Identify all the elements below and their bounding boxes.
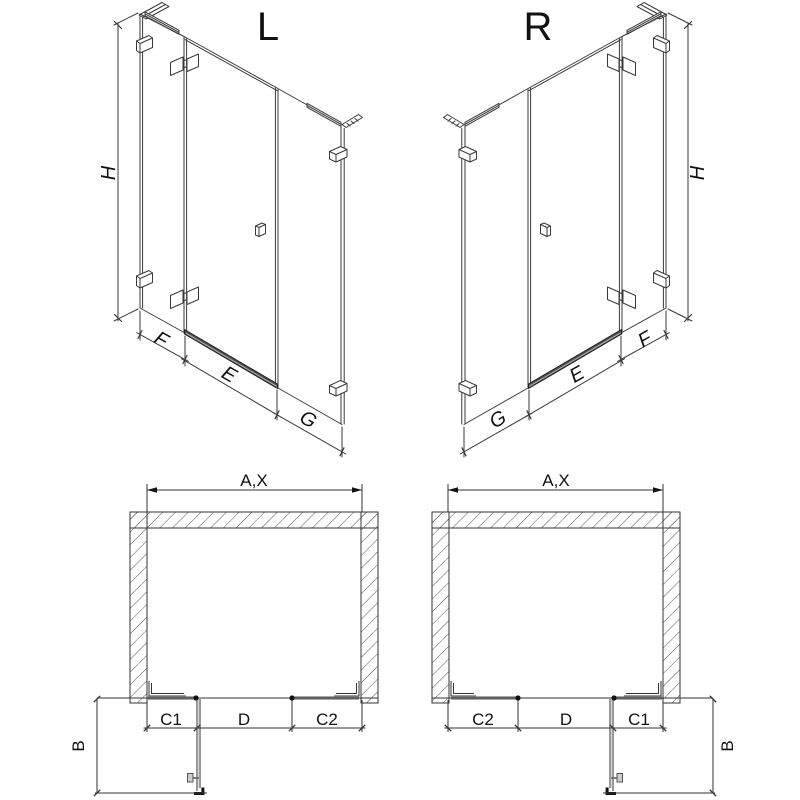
plan-left-view <box>69 471 378 796</box>
segment-c1-label-right-plan: C1 <box>628 710 650 729</box>
wall-section-side2-left-plan <box>361 512 378 703</box>
iso-left-view <box>98 3 363 458</box>
segment-c2-label-right-plan: C2 <box>472 710 494 729</box>
width-dim-f-left: F <box>150 327 172 353</box>
height-dim-label-right: H <box>687 165 709 181</box>
height-dim-label-left: H <box>98 165 120 181</box>
width-total-label-right-plan: A,X <box>542 471 570 490</box>
width-dim-f-right: F <box>634 327 656 353</box>
variant-label-right: R <box>523 5 553 49</box>
iso-right-view <box>444 3 710 458</box>
segment-d-label-left-plan: D <box>237 710 251 729</box>
segment-d-label-right-plan: D <box>559 710 573 729</box>
enclosure-line-art-right <box>444 3 693 458</box>
wall-section-side2-right-plan <box>663 512 680 703</box>
enclosure-line-art-left <box>114 3 363 458</box>
width-dim-g-left: G <box>295 406 321 434</box>
plan-right-view <box>432 471 737 796</box>
width-dim-e-left: E <box>217 361 241 388</box>
width-dim-g-right: G <box>485 406 511 434</box>
wall-section-side-right-plan <box>432 512 449 703</box>
width-total-label-left-plan: A,X <box>240 471 268 490</box>
wall-section-top-left-plan <box>130 512 378 528</box>
segment-c2-label-left-plan: C2 <box>316 710 338 729</box>
depth-b-label-right-plan: B <box>718 740 737 752</box>
variant-label-left: L <box>256 5 280 49</box>
segment-c1-label-left-plan: C1 <box>160 710 182 729</box>
width-dim-e-right: E <box>565 361 589 388</box>
depth-b-label-left-plan: B <box>69 740 88 752</box>
wall-section-side-left-plan <box>130 512 147 703</box>
wall-section-top-right-plan <box>432 512 680 528</box>
